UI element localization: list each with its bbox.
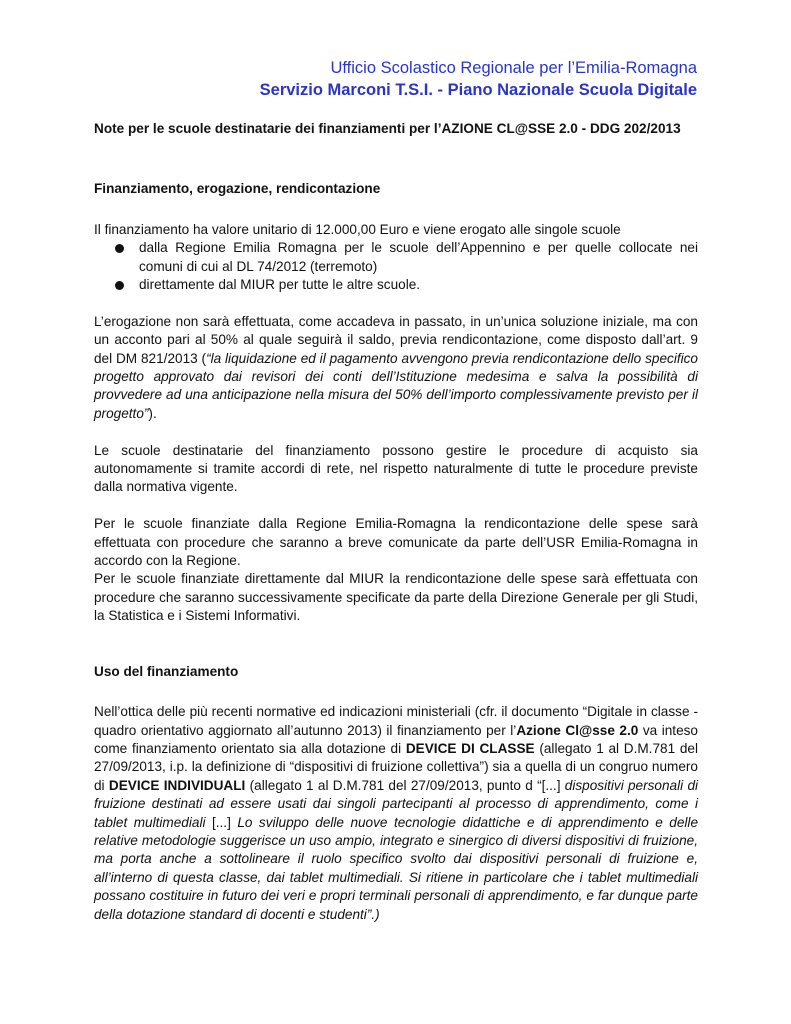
list-item: [94, 276, 698, 294]
document-header: [260, 57, 697, 101]
bullet-icon: [115, 281, 124, 290]
document-body: [94, 120, 698, 924]
paragraph-region-reporting: Per le scuole finanziate dalla Regione Emilia-Romagna la rendicontazione delle spese sarà effettuata con procedure che saranno a breve comunicate da parte dell’USR Emilia-Romagna in accordo con la Regione.: [94, 516, 698, 569]
note-title: Note per le scuole destinatarie dei finanziamenti per l’AZIONE CL@SSE 2.0 - DDG 202/2013: [94, 121, 681, 136]
header-service: Servizio Marconi T.S.I. - Piano Nazionale Scuola Digitale: [259, 81, 697, 99]
list-item: [94, 239, 698, 276]
paragraph-disbursement: L’erogazione non sarà effettuata, come accadeva in passato, in un’unica soluzione iniziale, ma con un acconto pari al 50% al quale seguirà il saldo, previa rendicontazione, come disposto dall’art. 9 del DM 821/2013 (“la liquidazione ed il pagamento avvengono previa rendicontazione dello specifico progetto approvato dai revisori dei conti dell’Istituzione medesima e salva la possibilità di provvedere ad una anticipazione nella misura del 50% dell’importo complessivamente previsto per il progetto”).: [94, 313, 698, 421]
paragraph-usage: Nell’ottica delle più recenti normative ed indicazioni ministeriali (cfr. il documento “Digitale in classe - quadro orientativo aggiornato all’autunno 2013) il finanziamento per l’Azione Cl@sse 2.0 va inteso come finanziamento orientato sia alla dotazione di DEVICE DI CLASSE (allegato 1 al D.M.781 del 27/09/2013, i.p. la definizione di “dispositivi di fruizione collettiva”) sia a quella di un congruo numero di DEVICE INDIVIDUALI (allegato 1 al D.M.781 del 27/09/2013, punto d “[...] dispositivi personali di fruizione destinati ad essere usati dai singoli partecipanti al processo di apprendimento, come i tablet multimediali [...] Lo sviluppo delle nuove tecnologie didattiche e di apprendimento e delle relative metodologie suggerisce un uso ampio, integrato e sinergico di diversi dispositivi di fruizione, ma porta anche a sottolineare il ruolo specifico svolto dai dispositivi personali di fruizione e, all’interno di questa classe, dai tablet multimediali. Si ritiene in particolare che i tablet multimediali possano costituire in futuro dei veri e propri terminali personali di apprendimento, e far dunque parte della dotazione standard di docenti e studenti”.): [94, 704, 699, 922]
header-office: Ufficio Scolastico Regionale per l’Emilia-Romagna: [330, 59, 697, 77]
financing-intro: Il finanziamento ha valore unitario di 12.000,00 Euro e viene erogato alle singole scuole: [94, 221, 621, 237]
section-heading-financing: Finanziamento, erogazione, rendicontazione: [94, 181, 381, 197]
list-item-text: dalla Regione Emilia Romagna per le scuole dell’Appennino e per quelle collocate nei comuni di cui al DL 74/2012 (terremoto): [139, 240, 698, 274]
disbursement-list: [94, 239, 698, 294]
bullet-icon: [115, 244, 124, 253]
quote-dm821: “la liquidazione ed il pagamento avvengono previa rendicontazione dello specifico progetto approvato dai revisori dei conti dell’Istituzione medesima e salva la possibilità di provvedere ad una anticipazione nella misura del 50% dell’importo complessivamente previsto per il progetto”: [94, 350, 698, 421]
list-item-text: direttamente dal MIUR per tutte le altre scuole.: [139, 277, 421, 293]
paragraph-miur-reporting: Per le scuole finanziate direttamente dal MIUR la rendicontazione delle spese sarà effettuata con procedure che saranno successivamente specificate da parte della Direzione Generale per gli Studi, la Statistica e i Sistemi Informativi.: [94, 571, 698, 624]
paragraph-procurement: Le scuole destinatarie del finanziamento possono gestire le procedure di acquisto sia autonomamente si tramite accordi di rete, nel rispetto naturalmente di tutte le procedure previste dalla normativa vigente.: [94, 442, 698, 495]
section-heading-usage: Uso del finanziamento: [94, 663, 239, 679]
